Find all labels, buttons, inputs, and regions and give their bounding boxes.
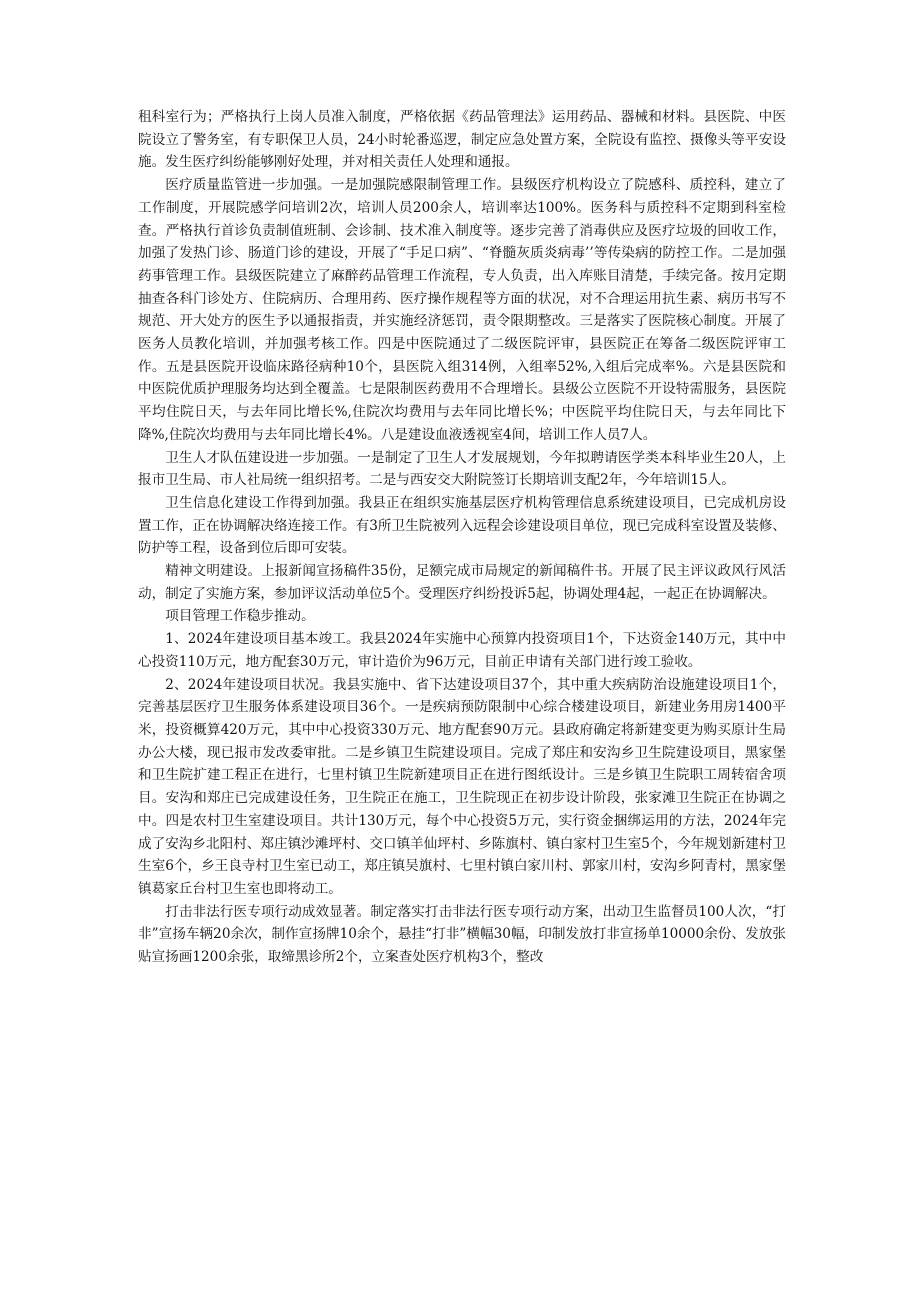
paragraph-8: 2、2024年建设项目状况。我县实施中、省下达建设项目37个，其中重大疾病防治设施建设项目1个，完善基层医疗卫生服务体系建设项目36个。一是疾病预防限制中心综合楼建设项目，新建业务用房1400平米，投资概算420万元，其中中心投资330万元、地方配套90万元。县政府确定将新建变更为购买原计生局办公大楼，现已报市发改委审批。二是乡镇卫生院建设项目。完成了郑庄和安沟乡卫生院建设项目，黑家堡和卫生院扩建工程正在进行，七里村镇卫生院新建项目正在进行图纸设计。三是乡镇卫生院职工周转宿舍项目。安沟和郑庄已完成建设任务，卫生院正在施工，卫生院现正在初步设计阶段，张家滩卫生院正在协调之中。四是农村卫生室建设项目。共计130万元，每个中心投资5万元，实行资金捆绑运用的方法，2024年完成了安沟乡北阳村、郑庄镇沙滩坪村、交口镇羊仙坪村、乡陈旗村、镇白家村卫生室5个，今年规划新建村卫生室6个，乡王良寺村卫生室已动工，郑庄镇吴旗村、七里村镇白家川村、郭家川村，安沟乡阿青村，黑家堡镇葛家丘台村卫生室也即将动工。 [138,676,786,897]
paragraph-4: 卫生信息化建设工作得到加强。我县正在组织实施基层医疗机构管理信息系统建设项目，已完成机房设置工作，正在协调解决络连接工作。有3所卫生院被列入远程会诊建设项目单位，现已完成科室设置及装修、防护等工程，设备到位后即可安装。 [138,494,786,557]
paragraph-1: 租科室行为；严格执行上岗人员准入制度，严格依据《药品管理法》运用药品、器械和材料。县医院、中医院设立了警务室，有专职保卫人员，24小时轮番巡逻，制定应急处置方案，全院设有监控、摄像头等平安设施。发生医疗纠纷能够刚好处理，并对相关责任人处理和通报。 [138,109,786,171]
paragraph-6: 项目管理工作稳步推动。 [165,608,315,625]
document-body [138,106,786,969]
paragraph-3: 卫生人才队伍建设进一步加强。一是制定了卫生人才发展规划，今年拟聘请医学类本科毕业生20人，上报市卫生局、市人社局统一组织招考。二是与西安交大附院签订长期培训支配2年，今年培训15人。 [138,449,786,489]
paragraph-9: 打击非法行医专项行动成效显著。制定落实打击非法行医专项行动方案，出动卫生监督员100人次，“打非”宣扬车辆20余次，制作宣扬牌10余个，悬挂“打非”横幅30幅，印制发放打非宣扬单10000余份、发放张贴宣扬画1200余张，取缔黑诊所2个，立案查处医疗机构3个，整改 [138,903,786,966]
paragraph-5: 精神文明建设。上报新闻宣扬稿件35份，足额完成市局规定的新闻稿件书。开展了民主评议政风行风活动，制定了实施方案，参加评议活动单位5个。受理医疗纠纷投诉5起，协调处理4起，一起正在协调解决。 [138,563,786,602]
paragraph-2: 医疗质量监管进一步加强。一是加强院感限制管理工作。县级医疗机构设立了院感科、质控科，建立了工作制度，开展院感学问培训2次，培训人员200余人，培训率达100%。医务科与质控科不定期到科室检查。严格执行首诊负责制值班制、会诊制、技术准入制度等。逐步完善了消毒供应及医疗垃圾的回收工作，加强了发热门诊、肠道门诊的建设，开展了“手足口病”、“脊髓灰质炎病毒’’等传染病的防控工作。二是加强药事管理工作。县级医院建立了麻醉药品管理工作流程，专人负责，出入库账目清楚，手续完备。按月定期抽查各科门诊处方、住院病历、合理用药、医疗操作规程等方面的状况，对不合理运用抗生素、病历书写不规范、开大处方的医生予以通报指责，并实施经济惩罚，责令限期整改。三是落实了医院核心制度。开展了医务人员教化培训，并加强考核工作。四是中医院通过了二级医院评审，县医院正在筹备二级医院评审工作。五是县医院开设临床路径病种10个，县医院入组314例，入组率52%,入组后完成率%。六是县医院和中医院优质护理服务均达到全覆盖。七是限制医药费用不合理增长。县级公立医院不开设特需服务，县医院平均住院日天，与去年同比增长%,住院次均费用与去年同比增长%；中医院平均住院日天，与去年同比下降%,住院次均费用与去年同比增长4%。八是建设血液透视室4间，培训工作人员7人。 [138,177,786,443]
paragraph-7: 1、2024年建设项目基本竣工。我县2024年实施中心预算内投资项目1个，下达资金140万元，其中中心投资110万元，地方配套30万元，审计造价为96万元，目前正申请有关部门进行竣工验收。 [138,631,786,670]
